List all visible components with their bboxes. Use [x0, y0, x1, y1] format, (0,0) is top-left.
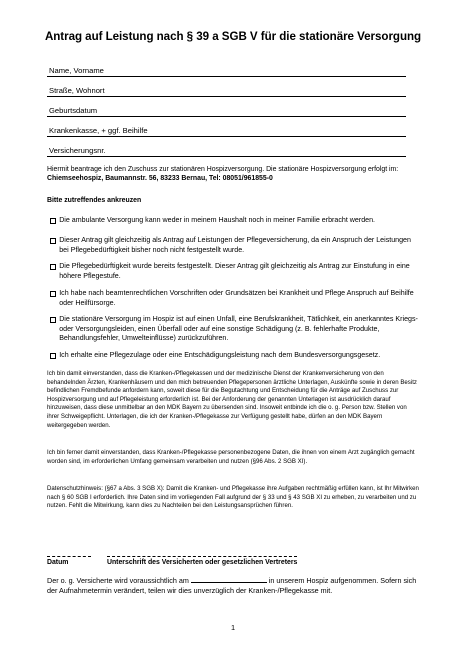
checkbox-row[interactable]	[50, 315, 422, 344]
signature-line[interactable]	[107, 556, 297, 557]
consent-paragraph-2: Ich bin ferner damit einverstanden, dass Kranken-/Pflegekasse personenbezogene Daten, die ihnen von einem Arzt zugänglich gemacht worden sind, im erforderlichen Umfang gemeinsam verarbeiten und nutzen (§96 Abs. 2 SGB XI).	[47, 449, 415, 465]
checkbox-label: Die ambulante Versorgung kann weder in meinem Haushalt noch in meiner Familie erbracht werden.	[59, 216, 376, 224]
checkbox-label: Ich erhalte eine Pflegezulage oder eine Entschädigungsleistung nach dem Bundesversorgungsgesetz.	[59, 351, 381, 359]
form-title: Antrag auf Leistung nach § 39 a SGB V für die stationäre Versorgung	[44, 30, 422, 43]
admission-text-start: Der o. g. Versicherte wird voraussichtlich am	[47, 576, 189, 585]
checkbox[interactable]	[50, 353, 56, 359]
checkbox-row[interactable]	[50, 236, 422, 255]
checkbox-label: Dieser Antrag gilt gleichzeitig als Antrag auf Leistungen der Pflegeversicherung, da ein Anspruch der Leistungen bei Pflegebedürftigkeit bisher noch nicht festgestellt wurde.	[59, 236, 411, 254]
checkbox[interactable]	[50, 317, 56, 323]
consent-paragraph-1: Ich bin damit einverstanden, dass die Kranken-/Pflegekassen und der medizinische Dienst der Krankenversicherung von den behandelnden Ärzten, Krankenhäusern und den mich betreuenden Pflegepersonen ärztliche Unterlagen, Auskünfte sowie in deren Besitz befindlichen Fremdbefunde anfordern kann, soweit diese für die Begutachtung und Entscheidung für die Anträge auf Zuschuss zur Hospizversorgung und auf Pflegeleistung erforderlich ist. Bei der Anforderung der genannten Unterlagen ist ausdrücklich darauf hinzuweisen, dass diese unmittelbar an den MDK Bayern zu übersenden sind. Insoweit entbinde ich die o. g. Person bzw. Stellen von ihrer Schweigepflicht. Unterlagen, die ich der Kranken-/Pflegekasse zur Verfügung gestellt habe, dürfen an den MDK Bayern weitergegeben werden.	[47, 370, 417, 429]
insurance-field[interactable]: Krankenkasse, + ggf. Beihilfe	[47, 126, 406, 137]
signature-label: Unterschrift des Versicherten oder gesetzlichen Vertreters	[107, 559, 298, 566]
checkbox-row[interactable]	[50, 351, 422, 361]
intro-paragraph	[47, 165, 419, 184]
name-field[interactable]: Name, Vorname	[47, 66, 406, 77]
admission-text-end: in unserem Hospiz aufgenommen. Sofern sich der Aufnahmetermin verändert, teilen wir dies unverzüglich der Kranken-/Pflegekasse mit.	[47, 576, 417, 595]
privacy-notice: Datenschutzhinweis: (§67 a Abs. 3 SGB X): Damit die Kranken- und Pflegekasse ihre Aufgaben rechtmäßig erfüllen kann, ist Ihr Mitwirken nach § 60 SGB I erforderlich. Ihre Daten sind im vorliegenden Fall aufgrund der § 33 und § 43 SGB XI zu erheben, zu verarbeiten und zu nutzen. Fehlt die Mitwirkung, kann dies zu Nachteilen bei den Leistungsansprüchen führen.	[47, 485, 419, 510]
checkbox-label: Ich habe nach beamtenrechtlichen Vorschriften oder Grundsätzen bei Krankheit und Pflege Anspruch auf Beihilfe oder Heilfürsorge.	[59, 289, 414, 307]
checkbox-row[interactable]	[50, 216, 422, 226]
date-label: Datum	[47, 559, 69, 566]
checkbox[interactable]	[50, 291, 56, 297]
checkbox-row[interactable]	[50, 262, 422, 281]
address-field[interactable]: Straße, Wohnort	[47, 86, 406, 97]
checkbox-row[interactable]	[50, 289, 422, 308]
instruction-label: Bitte zutreffendes ankreuzen	[47, 197, 142, 204]
birthdate-field[interactable]: Geburtsdatum	[47, 106, 406, 117]
hospice-address: Chiemseehospiz, Baumannstr. 56, 83233 Bernau, Tel: 08051/961855-0	[47, 175, 273, 183]
checkbox-label: Die Pflegebedürftigkeit wurde bereits festgestellt. Dieser Antrag gilt gleichzeitig als Antrag zur Einstufung in eine höhere Pflegestufe.	[59, 262, 410, 280]
insurance-number-field[interactable]: Versicherungsnr.	[47, 146, 406, 157]
checkbox[interactable]	[50, 264, 56, 270]
intro-text: Hiermit beantrage ich den Zuschuss zur stationären Hospizversorgung. Die stationäre Hospizversorgung erfolgt im:	[47, 166, 399, 173]
checkbox[interactable]	[50, 238, 56, 244]
admission-paragraph	[47, 575, 419, 596]
date-signature-line[interactable]	[47, 556, 91, 557]
page-number: 1	[230, 623, 236, 632]
admission-date-blank[interactable]	[191, 575, 267, 583]
checkbox-label: Die stationäre Versorgung im Hospiz ist auf einen Unfall, eine Berufskrankheit, Tätlichkeit, ein anerkanntes Kriegs- oder Versorgungsleiden, einen Überfall oder auf eine sonstige Schädigung (z. B. fehlerhafte Produkte, Behandlungsfehler, Umwelteinflüsse) zurückzuführen.	[59, 315, 418, 343]
checkbox[interactable]	[50, 218, 56, 224]
